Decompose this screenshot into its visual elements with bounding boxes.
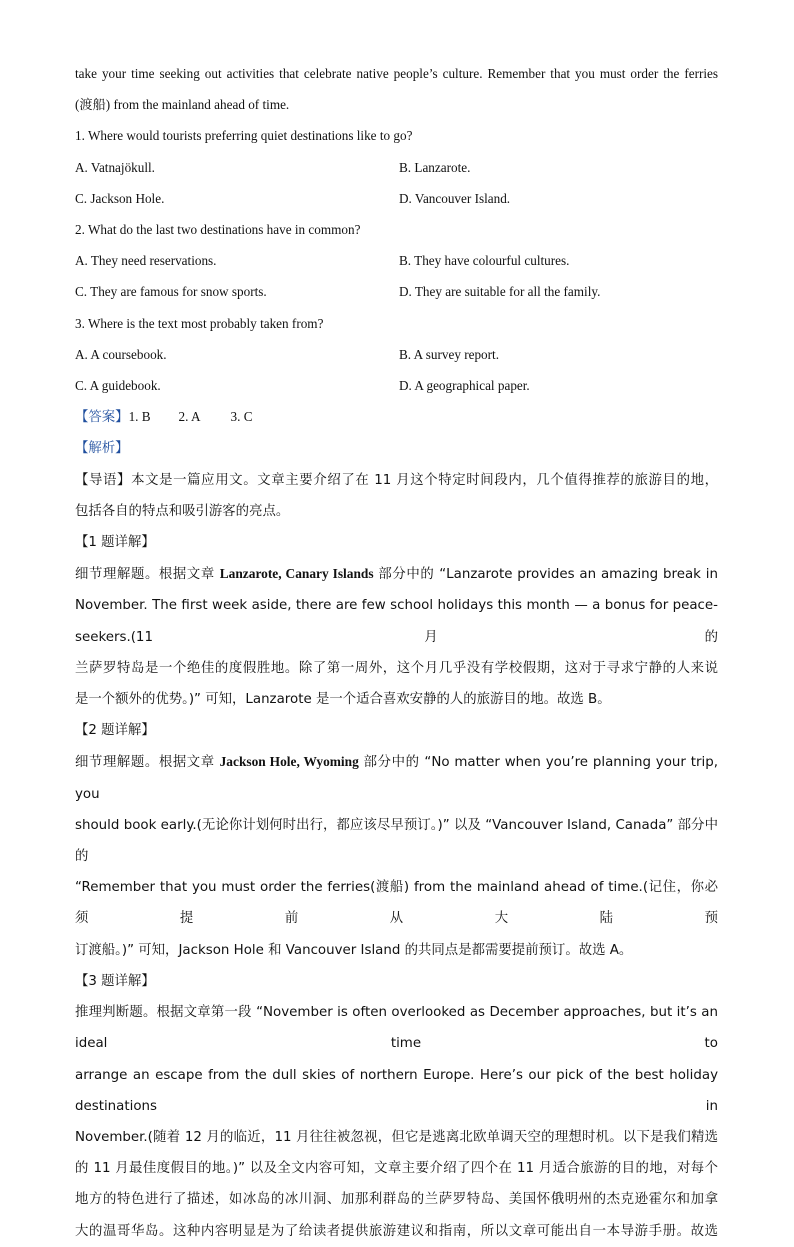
intro-label: 【导语】	[75, 472, 132, 488]
option-d: D. Vancouver Island.	[399, 190, 511, 206]
option-b: B. A survey report.	[399, 346, 499, 362]
answer-line	[75, 401, 718, 433]
q1-line: 是一个额外的优势。)” 可知，Lanzarote 是一个适合喜欢安静的人的旅游目的地。故选 B。	[75, 692, 611, 708]
answer-2: 2. A	[178, 409, 201, 425]
q2-text: 部分中的 “No matter when you’re planning your trip, you	[75, 755, 718, 802]
passage-line: take your time seeking out activities that celebrate native people’s culture. Remember that you must order the ferries	[75, 66, 718, 81]
q1-line	[75, 558, 718, 590]
option-b: B. They have colourful cultures.	[399, 253, 570, 269]
option-c: C. They are famous for snow sports.	[75, 284, 267, 300]
q2-line: 订渡船。)” 可知，Jackson Hole 和 Vancouver Island 的共同点是都需要提前预订。故选 A。	[75, 942, 633, 958]
option-c: C. A guidebook.	[75, 378, 161, 394]
q3-line: arrange an escape from the dull skies of northern Europe. Here’s our pick of the best holiday destinations in	[75, 1067, 718, 1114]
q1-text: 细节理解题。根据文章	[75, 567, 220, 583]
q2-line	[75, 746, 718, 809]
q2-heading: 【2 题详解】	[75, 723, 155, 739]
option-b: B. Lanzarote.	[399, 159, 471, 175]
question-stem: 1. Where would tourists preferring quiet destinations like to go?	[75, 128, 413, 144]
q3-heading: 【3 题详解】	[75, 973, 155, 989]
option-a: A. A coursebook.	[75, 346, 167, 362]
answer-3: 3. C	[230, 409, 253, 425]
q3-line: 地方的特色进行了描述，如冰岛的冰川洞、加那利群岛的兰萨罗特岛、美国怀俄明州的杰克逊霍尔和加拿	[75, 1192, 718, 1208]
intro-text: 本文是一篇应用文。文章主要介绍了在 11 月这个特定时间段内，几个值得推荐的旅游目的地，	[131, 472, 718, 488]
q2-text: 细节理解题。根据文章	[75, 755, 220, 771]
option-a: A. They need reservations.	[75, 253, 217, 269]
q1-line: November. The first week aside, there are few school holidays this month — a bonus for peace- seekers.(11 月的	[75, 598, 718, 645]
answer-1: 1. B	[128, 409, 151, 425]
passage-line: (渡船) from the mainland ahead of time.	[75, 97, 290, 113]
q1-section-name: Lanzarote, Canary Islands	[219, 566, 374, 582]
q2-line: “Remember that you must order the ferries(渡船) from the mainland ahead of time.(记住，你必须提前从大陆预	[75, 880, 718, 927]
q3-line: 的 11 月最佳度假目的地。)” 以及全文内容可知，文章主要介绍了四个在 11 月适合旅游的目的地，对每个	[75, 1161, 718, 1177]
option-a: A. Vatnajökull.	[75, 159, 155, 175]
option-row	[75, 245, 718, 276]
answer-label: 【答案】	[75, 410, 129, 426]
q1-heading: 【1 题详解】	[75, 535, 155, 551]
q3-line: 大的温哥华岛。这种内容明显是为了给读者提供旅游建议和指南，所以文章可能出自一本导游手册。故选	[75, 1223, 718, 1239]
q3-line: 推理判断题。根据文章第一段 “November is often overlooked as December approaches, but it’s an ideal time to	[75, 1005, 718, 1052]
option-row	[75, 183, 718, 214]
option-d: D. A geographical paper.	[399, 378, 530, 394]
question-stem: 2. What do the last two destinations have in common?	[75, 222, 361, 238]
intro-line	[75, 465, 718, 496]
intro-line: 包括各自的特点和吸引游客的亮点。	[75, 503, 290, 519]
q1-line: 兰萨罗特岛是一个绝佳的度假胜地。除了第一周外，这个月几乎没有学校假期，这对于寻求宁静的人来说	[75, 660, 718, 676]
question-stem: 3. Where is the text most probably taken from?	[75, 315, 324, 331]
option-c: C. Jackson Hole.	[75, 190, 165, 206]
option-row	[75, 339, 718, 370]
q3-line: November.(随着 12 月的临近，11 月往往被忽视，但它是逃离北欧单调天空的理想时机。以下是我们精选	[75, 1129, 718, 1145]
q2-line: should book early.(无论你计划何时出行，都应该尽早预订。)” 以及 “Vancouver Island, Canada” 部分中的	[75, 817, 718, 865]
option-row	[75, 152, 718, 183]
option-row	[75, 370, 718, 401]
analysis-label: 【解析】	[75, 441, 129, 457]
option-d: D. They are suitable for all the family.	[399, 284, 601, 300]
option-row	[75, 276, 718, 307]
q1-text: 部分中的 “Lanzarote provides an amazing break in	[373, 567, 718, 583]
document-page	[75, 58, 718, 1247]
q2-section-name: Jackson Hole, Wyoming	[219, 754, 359, 770]
